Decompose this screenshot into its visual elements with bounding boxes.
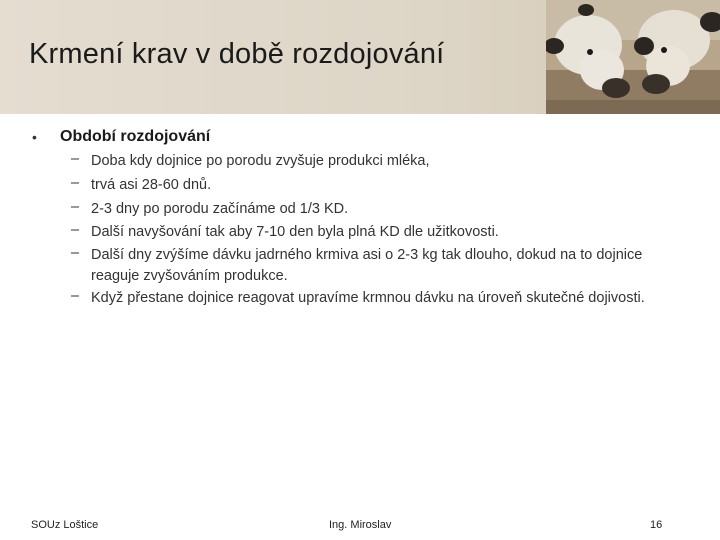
sub-bullet-text: trvá asi 28-60 dnů. bbox=[91, 177, 212, 193]
dash-marker: – bbox=[71, 199, 80, 215]
footer-page-number: 16 bbox=[650, 519, 663, 531]
sub-bullet-text: Další navyšování tak aby 7-10 den byla plná KD dle užitkovosti. bbox=[91, 224, 499, 240]
footer-author: Ing. Miroslav bbox=[329, 519, 392, 531]
bullet-marker: • bbox=[32, 129, 37, 145]
bullet-heading: Období rozdojování bbox=[60, 128, 211, 145]
dash-marker: – bbox=[71, 245, 80, 261]
dash-marker: – bbox=[71, 222, 80, 238]
dash-marker: – bbox=[71, 288, 80, 304]
sub-bullet-text: 2-3 dny po porodu začínáme od 1/3 KD. bbox=[91, 201, 349, 217]
dash-marker: – bbox=[71, 175, 80, 191]
sub-bullet-text: Když přestane dojnice reagovat upravíme krmnou dávku na úroveň skutečné dojivosti. bbox=[91, 290, 645, 306]
footer-school: SOUz Loštice bbox=[31, 519, 99, 531]
dash-marker: – bbox=[71, 151, 80, 167]
sub-bullet-text: Další dny zvýšíme dávku jadrného krmiva asi o 2-3 kg tak dlouho, dokud na to dojnice reaguje zvyšováním produkce. bbox=[91, 247, 643, 284]
slide-title: Krmení krav v době rozdojování bbox=[29, 38, 445, 70]
sub-bullet-text: Doba kdy dojnice po porodu zvyšuje produkci mléka, bbox=[91, 153, 430, 169]
